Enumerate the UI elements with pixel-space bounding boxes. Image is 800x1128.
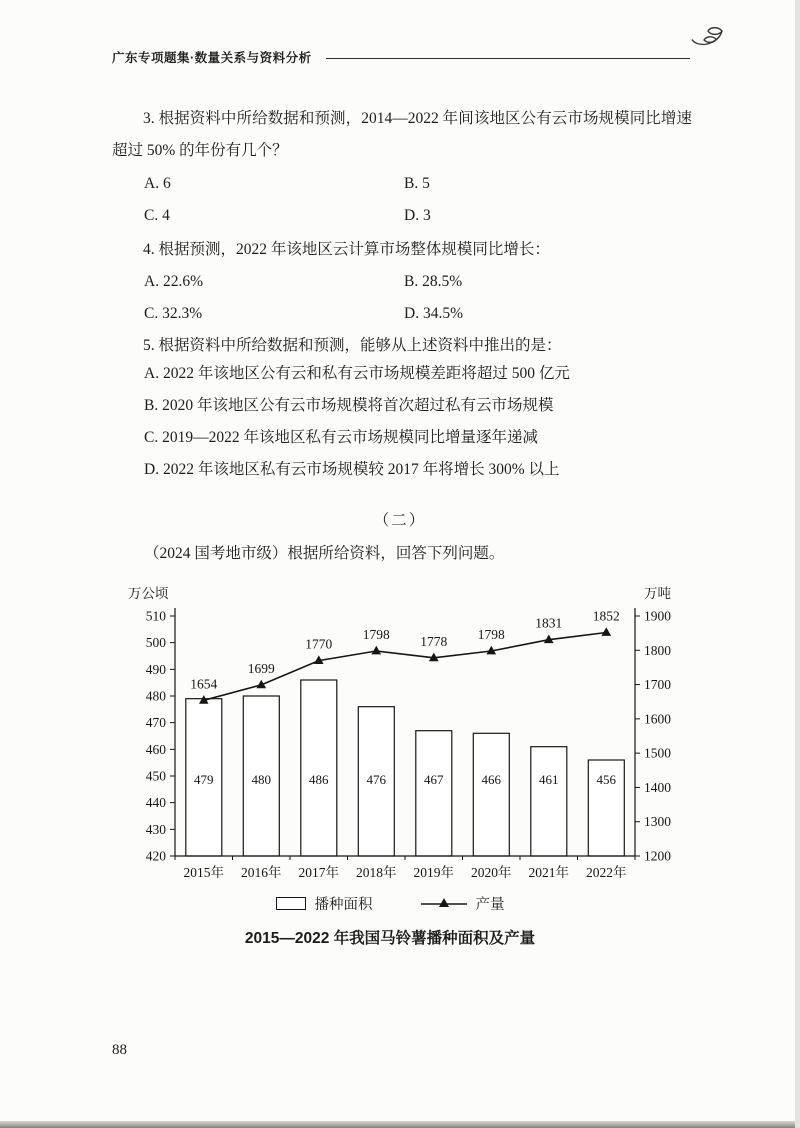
right-tick-label: 1800 bbox=[644, 642, 671, 658]
chart-title: 2015—2022 年我国马铃薯播种面积及产量 bbox=[244, 930, 536, 947]
q3-option-c: C. 4 bbox=[144, 207, 170, 224]
page-number: 88 bbox=[112, 1042, 127, 1058]
left-tick-label: 430 bbox=[145, 821, 166, 837]
x-category-label: 2017年 bbox=[298, 865, 340, 880]
bar bbox=[531, 747, 567, 856]
scan-edge-bottom bbox=[0, 1121, 800, 1128]
triangle-marker bbox=[371, 646, 381, 655]
x-category-label: 2022年 bbox=[586, 865, 627, 880]
legend-label-yield: 产量 bbox=[475, 897, 505, 913]
bar-value-label: 467 bbox=[424, 772, 444, 787]
left-tick-label: 490 bbox=[145, 661, 166, 677]
left-tick-label: 420 bbox=[145, 848, 166, 864]
left-tick-label: 480 bbox=[145, 688, 166, 704]
left-tick-label: 500 bbox=[145, 635, 166, 651]
bar-swatch-icon bbox=[276, 897, 306, 910]
q4-option-c: C. 32.3% bbox=[144, 305, 203, 322]
left-tick-label: 470 bbox=[145, 715, 166, 731]
right-tick-label: 1600 bbox=[644, 711, 671, 727]
bar bbox=[416, 731, 452, 856]
right-tick-label: 1500 bbox=[644, 745, 671, 761]
right-axis-unit: 万吨 bbox=[644, 586, 671, 601]
question-5-options bbox=[112, 358, 722, 486]
bar bbox=[301, 680, 337, 856]
bar-value-label: 479 bbox=[194, 772, 214, 787]
question-3-options bbox=[112, 168, 692, 232]
chart-canvas bbox=[100, 578, 680, 884]
chart-legend bbox=[100, 893, 680, 914]
line-value-label: 1798 bbox=[362, 627, 390, 642]
q4-option-d: D. 34.5% bbox=[404, 305, 463, 322]
leaf-icon bbox=[690, 24, 728, 56]
q4-option-a: A. 22.6% bbox=[144, 273, 203, 290]
q3-option-a: A. 6 bbox=[144, 175, 171, 192]
x-category-label: 2021年 bbox=[528, 865, 570, 880]
right-tick-label: 1700 bbox=[644, 677, 671, 693]
legend-label-planting-area: 播种面积 bbox=[314, 897, 373, 913]
q5-option-b: B. 2020 年该地区公有云市场规模将首次超过私有云市场规模 bbox=[144, 397, 554, 414]
bar-value-label: 480 bbox=[251, 772, 272, 787]
scan-edge-right bbox=[795, 0, 800, 1128]
header-title: 广东专项题集·数量关系与资料分析 bbox=[112, 51, 312, 65]
bar bbox=[473, 733, 509, 856]
bar-value-label: 476 bbox=[366, 772, 387, 787]
x-category-label: 2019年 bbox=[413, 865, 455, 880]
question-3-stem: 3. 根据资料中所给数据和预测，2014—2022 年间该地区公有云市场规模同比增速超过 50% 的年份有几个？ bbox=[112, 110, 692, 159]
x-category-label: 2020年 bbox=[471, 865, 512, 880]
header-rule bbox=[326, 58, 690, 59]
line-value-label: 1654 bbox=[190, 676, 218, 692]
bar-value-label: 486 bbox=[309, 772, 329, 787]
q3-option-b: B. 5 bbox=[404, 175, 430, 192]
triangle-marker bbox=[601, 627, 611, 636]
left-tick-label: 440 bbox=[145, 795, 166, 811]
legend-item-yield bbox=[421, 893, 505, 914]
left-tick-label: 460 bbox=[145, 741, 166, 757]
x-category-label: 2015年 bbox=[183, 865, 225, 880]
q3-option-d: D. 3 bbox=[404, 207, 431, 224]
right-tick-label: 1400 bbox=[644, 779, 671, 795]
x-category-label: 2016年 bbox=[241, 865, 282, 880]
question-5-stem: 5. 根据资料中所给数据和预测，能够从上述资料中推出的是： bbox=[143, 337, 562, 354]
line-value-label: 1852 bbox=[592, 608, 620, 624]
page-header bbox=[112, 48, 690, 66]
x-category-label: 2018年 bbox=[356, 865, 397, 880]
q5-option-c: C. 2019—2022 年该地区私有云市场规模同比增量逐年递减 bbox=[144, 429, 538, 446]
q4-option-b: B. 28.5% bbox=[404, 273, 463, 290]
q5-option-a: A. 2022 年该地区公有云和私有云市场规模差距将超过 500 亿元 bbox=[144, 365, 570, 382]
line-value-label: 1699 bbox=[247, 660, 275, 676]
right-tick-label: 1200 bbox=[644, 848, 671, 864]
left-tick-label: 450 bbox=[145, 768, 166, 784]
q5-option-d: D. 2022 年该地区私有云市场规模较 2017 年将增长 300% 以上 bbox=[144, 461, 560, 478]
combo-chart bbox=[100, 578, 680, 884]
question-4-options bbox=[112, 266, 692, 330]
line-value-label: 1770 bbox=[305, 636, 333, 652]
question-4-stem: 4. 根据预测，2022 年该地区云计算市场整体规模同比增长： bbox=[143, 241, 550, 258]
material-source-note: （2024 国考地市级）根据所给资料，回答下列问题。 bbox=[144, 545, 505, 562]
bar-value-label: 461 bbox=[539, 772, 559, 787]
legend-item-planting-area bbox=[276, 893, 373, 914]
left-axis-unit: 万公顷 bbox=[128, 586, 169, 601]
section-marker: （二） bbox=[373, 512, 427, 529]
right-tick-label: 1900 bbox=[644, 608, 671, 624]
bar-value-label: 466 bbox=[481, 772, 502, 787]
right-tick-label: 1300 bbox=[644, 814, 671, 830]
bar-value-label: 456 bbox=[596, 772, 617, 787]
line-value-label: 1798 bbox=[477, 627, 505, 642]
line-value-label: 1831 bbox=[535, 615, 563, 631]
line-value-label: 1778 bbox=[420, 633, 448, 649]
left-tick-label: 510 bbox=[145, 608, 166, 624]
line-swatch-icon bbox=[421, 897, 467, 910]
